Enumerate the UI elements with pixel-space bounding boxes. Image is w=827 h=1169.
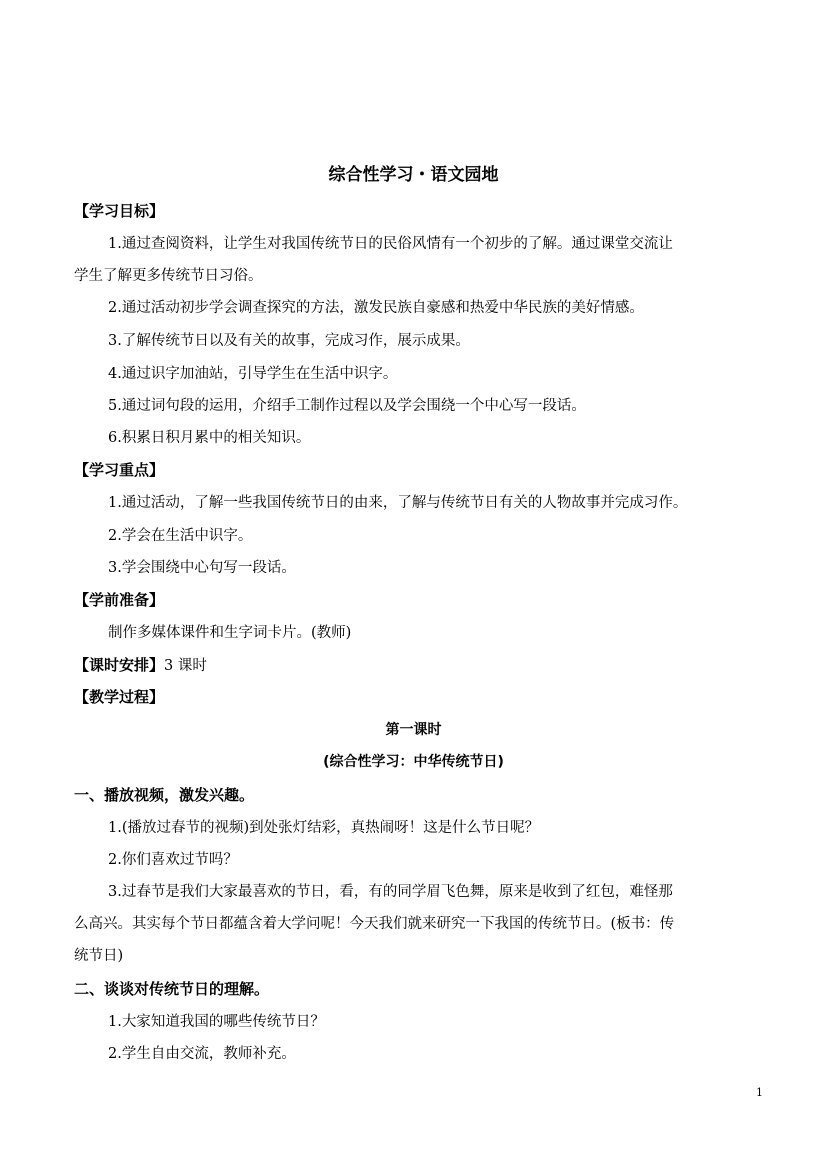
focus-item-1: 1.通过活动，了解一些我国传统节日的由来，了解与传统节日有关的人物故事并完成习作。 <box>108 495 688 511</box>
focus-heading: 【学习重点】 <box>74 461 165 479</box>
section-1-heading: 一、播放视频，激发兴趣。 <box>74 786 255 804</box>
section-2-item-2: 2.学生自由交流，教师补充。 <box>108 1046 296 1062</box>
focus-item-2: 2.学会在生活中识字。 <box>108 528 253 544</box>
goal-item-3: 3.了解传统节日以及有关的故事，完成习作，展示成果。 <box>108 333 470 349</box>
section-2-heading: 二、谈谈对传统节日的理解。 <box>74 980 270 998</box>
focus-item-3: 3.学会围绕中心句写一段话。 <box>108 560 296 576</box>
section-1-item-2: 2.你们喜欢过节吗？ <box>108 852 238 868</box>
goal-item-6: 6.积累日积月累中的相关知识。 <box>108 430 311 446</box>
lesson-subtitle: (综合性学习：中华传统节日) <box>323 754 504 770</box>
goal-item-1-line-2: 学生了解更多传统节日习俗。 <box>74 268 263 284</box>
section-1-item-3-line-2: 么高兴。其实每个节日都蕴含着大学问呢！今天我们就来研究一下我国的传统节日。(板书：传 <box>74 916 675 932</box>
goals-heading: 【学习目标】 <box>74 202 165 220</box>
prep-text: 制作多媒体课件和生字词卡片。(教师) <box>108 625 352 641</box>
section-2-item-1: 1.大家知道我国的哪些传统节日？ <box>108 1014 325 1030</box>
process-heading: 【教学过程】 <box>74 688 165 706</box>
schedule-line <box>74 655 207 676</box>
schedule-heading: 【课时安排】 <box>74 656 165 674</box>
goal-item-4: 4.通过识字加油站，引导学生在生活中识字。 <box>108 366 398 382</box>
lesson-title: 第一课时 <box>385 722 442 738</box>
section-1-item-3-line-3: 统节日) <box>74 948 124 964</box>
schedule-text: 3 课时 <box>164 658 207 674</box>
page-number: 1 <box>756 1086 763 1099</box>
goal-item-5: 5.通过词句段的运用，介绍手工制作过程以及学会围绕一个中心写一段话。 <box>108 398 586 414</box>
section-1-item-3-line-1: 3.过春节是我们大家最喜欢的节日，看，有的同学眉飞色舞，原来是收到了红包，难怪那 <box>108 884 673 900</box>
document-title: 综合性学习・语文园地 <box>328 165 499 185</box>
goal-item-2: 2.通过活动初步学会调查探究的方法，激发民族自豪感和热爱中华民族的美好情感。 <box>108 300 644 316</box>
goal-item-1-line-1: 1.通过查阅资料，让学生对我国传统节日的民俗风情有一个初步的了解。通过课堂交流让 <box>108 236 673 252</box>
section-1-item-1: 1.(播放过春节的视频)到处张灯结彩，真热闹呀！这是什么节日呢？ <box>108 820 540 836</box>
prep-heading: 【学前准备】 <box>74 591 165 609</box>
